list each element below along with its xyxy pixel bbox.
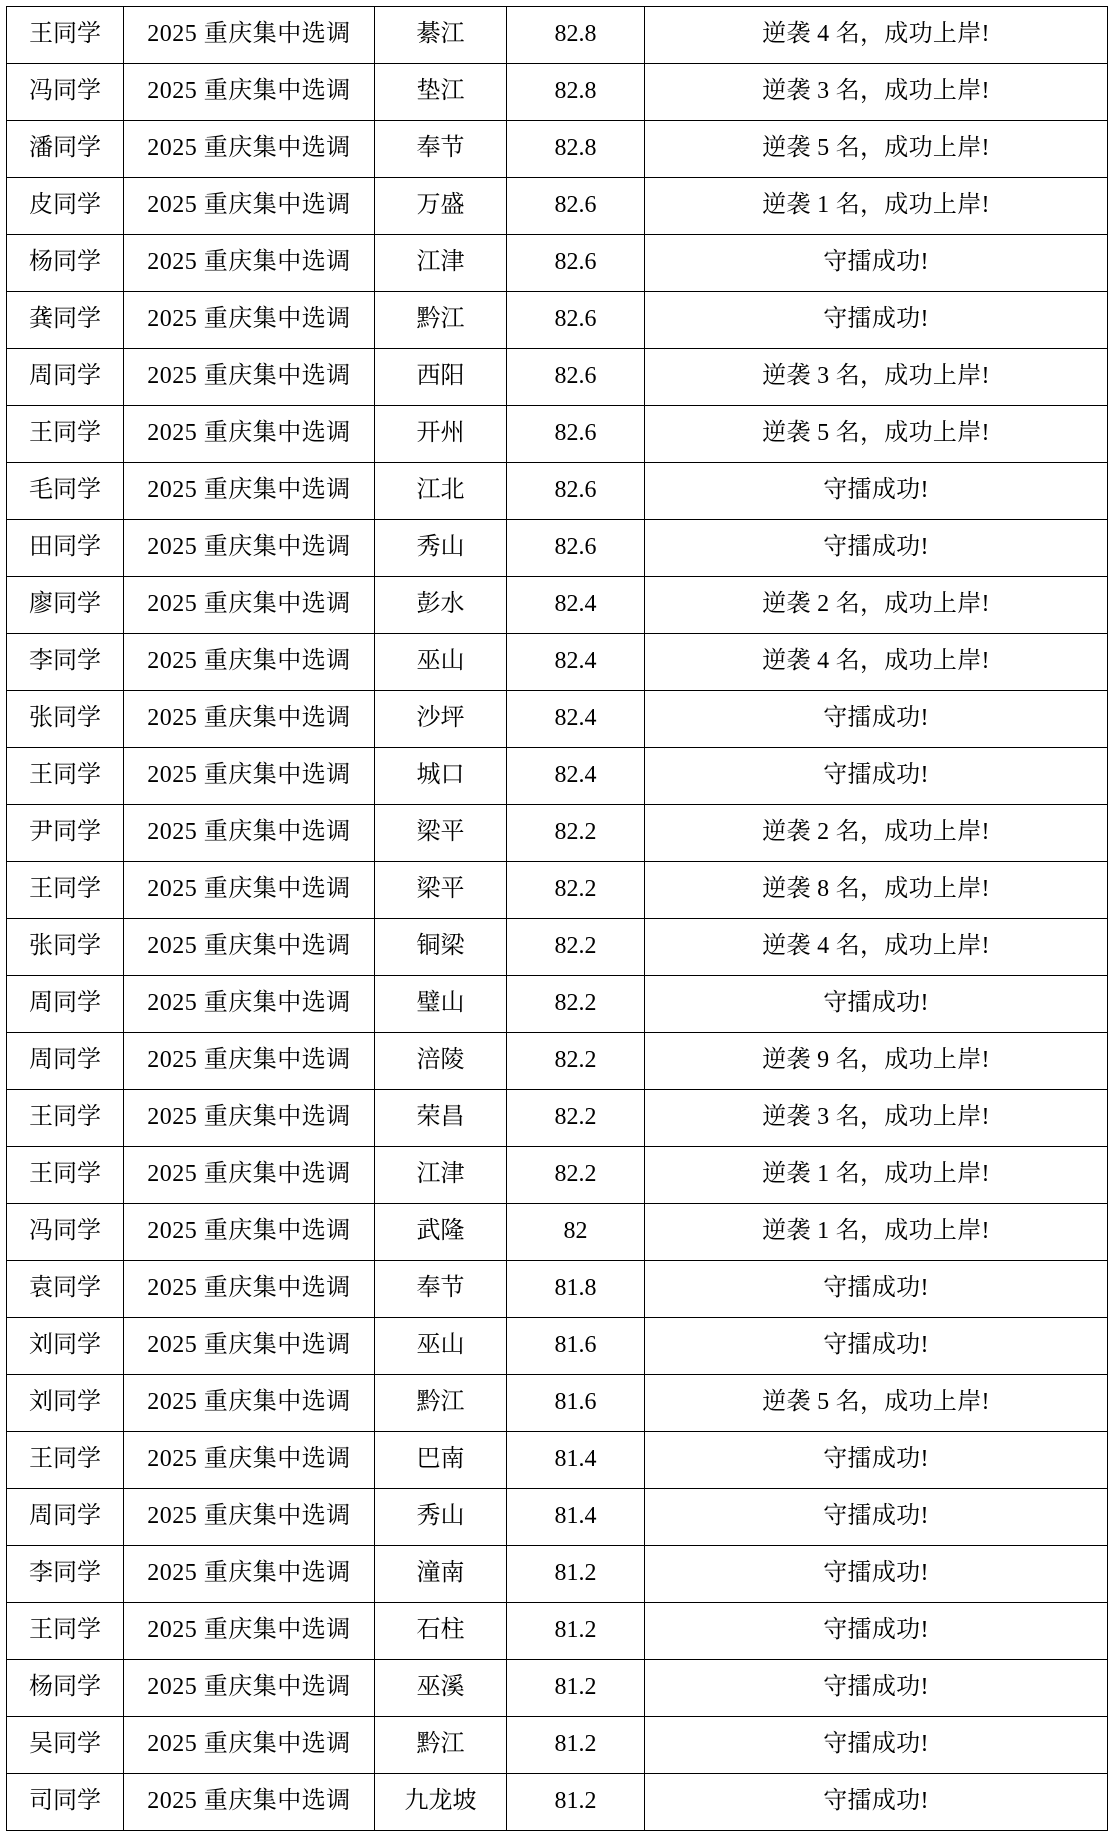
cell-student-name: 王同学 (7, 1147, 124, 1204)
cell-student-name: 李同学 (7, 634, 124, 691)
cell-student-name: 杨同学 (7, 235, 124, 292)
cell-result: 逆袭 3 名，成功上岸! (645, 64, 1108, 121)
table-row (7, 1033, 1108, 1090)
cell-exam-name: 2025 重庆集中选调 (124, 7, 375, 64)
cell-exam-name: 2025 重庆集中选调 (124, 634, 375, 691)
cell-region: 潼南 (375, 1546, 507, 1603)
cell-region: 秀山 (375, 1489, 507, 1546)
table-row (7, 1546, 1108, 1603)
cell-student-name: 田同学 (7, 520, 124, 577)
table-row (7, 1375, 1108, 1432)
cell-result: 逆袭 1 名，成功上岸! (645, 1147, 1108, 1204)
cell-result: 逆袭 4 名，成功上岸! (645, 634, 1108, 691)
cell-score: 81.4 (507, 1432, 645, 1489)
cell-region: 开州 (375, 406, 507, 463)
table-row (7, 976, 1108, 1033)
cell-score: 81.2 (507, 1546, 645, 1603)
cell-score: 82.2 (507, 976, 645, 1033)
cell-exam-name: 2025 重庆集中选调 (124, 349, 375, 406)
cell-exam-name: 2025 重庆集中选调 (124, 976, 375, 1033)
cell-exam-name: 2025 重庆集中选调 (124, 1660, 375, 1717)
cell-result: 逆袭 1 名，成功上岸! (645, 178, 1108, 235)
cell-result: 守擂成功! (645, 1432, 1108, 1489)
table-row (7, 577, 1108, 634)
table-row (7, 121, 1108, 178)
cell-student-name: 吴同学 (7, 1717, 124, 1774)
cell-result: 守擂成功! (645, 1774, 1108, 1831)
cell-result: 逆袭 2 名，成功上岸! (645, 577, 1108, 634)
results-table-body (7, 7, 1108, 1831)
table-row (7, 1204, 1108, 1261)
cell-region: 奉节 (375, 121, 507, 178)
cell-score: 81.2 (507, 1660, 645, 1717)
cell-student-name: 刘同学 (7, 1375, 124, 1432)
cell-student-name: 王同学 (7, 1090, 124, 1147)
cell-exam-name: 2025 重庆集中选调 (124, 1717, 375, 1774)
cell-exam-name: 2025 重庆集中选调 (124, 1774, 375, 1831)
cell-score: 82.8 (507, 64, 645, 121)
cell-result: 逆袭 4 名，成功上岸! (645, 919, 1108, 976)
cell-exam-name: 2025 重庆集中选调 (124, 1432, 375, 1489)
cell-student-name: 潘同学 (7, 121, 124, 178)
cell-score: 81.2 (507, 1717, 645, 1774)
cell-student-name: 张同学 (7, 691, 124, 748)
cell-exam-name: 2025 重庆集中选调 (124, 520, 375, 577)
table-row (7, 862, 1108, 919)
cell-result: 守擂成功! (645, 1261, 1108, 1318)
cell-score: 81.2 (507, 1774, 645, 1831)
cell-exam-name: 2025 重庆集中选调 (124, 1546, 375, 1603)
cell-result: 逆袭 8 名，成功上岸! (645, 862, 1108, 919)
cell-region: 秀山 (375, 520, 507, 577)
table-row (7, 406, 1108, 463)
table-row (7, 64, 1108, 121)
cell-exam-name: 2025 重庆集中选调 (124, 1090, 375, 1147)
cell-region: 江北 (375, 463, 507, 520)
cell-score: 81.2 (507, 1603, 645, 1660)
cell-region: 黔江 (375, 292, 507, 349)
cell-region: 石柱 (375, 1603, 507, 1660)
table-row (7, 805, 1108, 862)
table-row (7, 1774, 1108, 1831)
cell-exam-name: 2025 重庆集中选调 (124, 748, 375, 805)
cell-student-name: 冯同学 (7, 1204, 124, 1261)
cell-score: 82.2 (507, 1033, 645, 1090)
cell-exam-name: 2025 重庆集中选调 (124, 463, 375, 520)
cell-student-name: 李同学 (7, 1546, 124, 1603)
cell-student-name: 周同学 (7, 349, 124, 406)
cell-exam-name: 2025 重庆集中选调 (124, 1375, 375, 1432)
cell-student-name: 周同学 (7, 1033, 124, 1090)
cell-student-name: 王同学 (7, 1432, 124, 1489)
table-row (7, 1717, 1108, 1774)
cell-result: 守擂成功! (645, 463, 1108, 520)
cell-result: 守擂成功! (645, 235, 1108, 292)
cell-student-name: 刘同学 (7, 1318, 124, 1375)
cell-exam-name: 2025 重庆集中选调 (124, 691, 375, 748)
cell-region: 沙坪 (375, 691, 507, 748)
cell-exam-name: 2025 重庆集中选调 (124, 178, 375, 235)
cell-result: 守擂成功! (645, 1546, 1108, 1603)
cell-student-name: 张同学 (7, 919, 124, 976)
cell-score: 82.4 (507, 634, 645, 691)
cell-result: 守擂成功! (645, 1717, 1108, 1774)
cell-region: 巫山 (375, 1318, 507, 1375)
cell-score: 82.4 (507, 577, 645, 634)
cell-exam-name: 2025 重庆集中选调 (124, 1489, 375, 1546)
cell-result: 守擂成功! (645, 1318, 1108, 1375)
table-row (7, 292, 1108, 349)
cell-score: 82.6 (507, 292, 645, 349)
results-table (6, 6, 1108, 1831)
cell-region: 巫溪 (375, 1660, 507, 1717)
cell-result: 逆袭 9 名，成功上岸! (645, 1033, 1108, 1090)
cell-score: 82.6 (507, 349, 645, 406)
cell-score: 81.8 (507, 1261, 645, 1318)
cell-exam-name: 2025 重庆集中选调 (124, 235, 375, 292)
cell-result: 守擂成功! (645, 691, 1108, 748)
cell-score: 82.6 (507, 178, 645, 235)
cell-result: 守擂成功! (645, 520, 1108, 577)
cell-exam-name: 2025 重庆集中选调 (124, 406, 375, 463)
cell-score: 82.2 (507, 805, 645, 862)
cell-result: 逆袭 5 名，成功上岸! (645, 1375, 1108, 1432)
cell-score: 82.6 (507, 235, 645, 292)
cell-exam-name: 2025 重庆集中选调 (124, 1261, 375, 1318)
cell-result: 守擂成功! (645, 748, 1108, 805)
cell-exam-name: 2025 重庆集中选调 (124, 919, 375, 976)
table-row (7, 1318, 1108, 1375)
cell-exam-name: 2025 重庆集中选调 (124, 1318, 375, 1375)
cell-student-name: 王同学 (7, 862, 124, 919)
table-row (7, 748, 1108, 805)
cell-result: 逆袭 2 名，成功上岸! (645, 805, 1108, 862)
cell-exam-name: 2025 重庆集中选调 (124, 577, 375, 634)
cell-score: 82.8 (507, 7, 645, 64)
cell-student-name: 毛同学 (7, 463, 124, 520)
table-row (7, 634, 1108, 691)
cell-score: 82.6 (507, 520, 645, 577)
cell-score: 81.6 (507, 1318, 645, 1375)
cell-region: 巴南 (375, 1432, 507, 1489)
cell-result: 逆袭 5 名，成功上岸! (645, 406, 1108, 463)
cell-student-name: 袁同学 (7, 1261, 124, 1318)
cell-student-name: 尹同学 (7, 805, 124, 862)
table-row (7, 463, 1108, 520)
cell-score: 82.6 (507, 406, 645, 463)
cell-region: 梁平 (375, 805, 507, 862)
cell-region: 綦江 (375, 7, 507, 64)
cell-exam-name: 2025 重庆集中选调 (124, 1204, 375, 1261)
cell-exam-name: 2025 重庆集中选调 (124, 1603, 375, 1660)
table-row (7, 1603, 1108, 1660)
cell-region: 江津 (375, 235, 507, 292)
cell-student-name: 杨同学 (7, 1660, 124, 1717)
cell-student-name: 周同学 (7, 1489, 124, 1546)
cell-region: 璧山 (375, 976, 507, 1033)
cell-score: 82.6 (507, 463, 645, 520)
table-row (7, 178, 1108, 235)
cell-region: 彭水 (375, 577, 507, 634)
cell-result: 守擂成功! (645, 1660, 1108, 1717)
cell-score: 82 (507, 1204, 645, 1261)
cell-student-name: 冯同学 (7, 64, 124, 121)
cell-score: 82.8 (507, 121, 645, 178)
cell-student-name: 皮同学 (7, 178, 124, 235)
cell-exam-name: 2025 重庆集中选调 (124, 1033, 375, 1090)
cell-exam-name: 2025 重庆集中选调 (124, 1147, 375, 1204)
cell-score: 82.4 (507, 691, 645, 748)
table-row (7, 1432, 1108, 1489)
cell-region: 巫山 (375, 634, 507, 691)
cell-region: 奉节 (375, 1261, 507, 1318)
cell-region: 涪陵 (375, 1033, 507, 1090)
cell-region: 江津 (375, 1147, 507, 1204)
cell-exam-name: 2025 重庆集中选调 (124, 121, 375, 178)
cell-region: 西阳 (375, 349, 507, 406)
table-row (7, 235, 1108, 292)
cell-result: 逆袭 1 名，成功上岸! (645, 1204, 1108, 1261)
cell-student-name: 王同学 (7, 1603, 124, 1660)
table-row (7, 349, 1108, 406)
cell-student-name: 王同学 (7, 406, 124, 463)
cell-student-name: 周同学 (7, 976, 124, 1033)
cell-region: 城口 (375, 748, 507, 805)
cell-score: 82.2 (507, 1090, 645, 1147)
cell-score: 82.2 (507, 919, 645, 976)
cell-region: 荣昌 (375, 1090, 507, 1147)
cell-result: 守擂成功! (645, 976, 1108, 1033)
cell-region: 九龙坡 (375, 1774, 507, 1831)
cell-score: 82.4 (507, 748, 645, 805)
cell-result: 守擂成功! (645, 292, 1108, 349)
table-row (7, 1147, 1108, 1204)
cell-student-name: 龚同学 (7, 292, 124, 349)
table-row (7, 520, 1108, 577)
table-row (7, 919, 1108, 976)
cell-exam-name: 2025 重庆集中选调 (124, 292, 375, 349)
cell-result: 逆袭 4 名，成功上岸! (645, 7, 1108, 64)
table-row (7, 1261, 1108, 1318)
cell-result: 逆袭 3 名，成功上岸! (645, 1090, 1108, 1147)
cell-result: 逆袭 3 名，成功上岸! (645, 349, 1108, 406)
cell-score: 82.2 (507, 1147, 645, 1204)
table-row (7, 691, 1108, 748)
cell-student-name: 王同学 (7, 748, 124, 805)
cell-score: 82.2 (507, 862, 645, 919)
cell-region: 武隆 (375, 1204, 507, 1261)
table-row (7, 1090, 1108, 1147)
cell-result: 守擂成功! (645, 1489, 1108, 1546)
cell-student-name: 王同学 (7, 7, 124, 64)
cell-student-name: 廖同学 (7, 577, 124, 634)
cell-score: 81.6 (507, 1375, 645, 1432)
cell-region: 万盛 (375, 178, 507, 235)
cell-result: 逆袭 5 名，成功上岸! (645, 121, 1108, 178)
cell-student-name: 司同学 (7, 1774, 124, 1831)
cell-exam-name: 2025 重庆集中选调 (124, 64, 375, 121)
cell-region: 垫江 (375, 64, 507, 121)
cell-result: 守擂成功! (645, 1603, 1108, 1660)
cell-exam-name: 2025 重庆集中选调 (124, 805, 375, 862)
cell-region: 铜梁 (375, 919, 507, 976)
cell-region: 黔江 (375, 1375, 507, 1432)
cell-score: 81.4 (507, 1489, 645, 1546)
table-row (7, 7, 1108, 64)
table-row (7, 1489, 1108, 1546)
cell-exam-name: 2025 重庆集中选调 (124, 862, 375, 919)
cell-region: 黔江 (375, 1717, 507, 1774)
table-row (7, 1660, 1108, 1717)
cell-region: 梁平 (375, 862, 507, 919)
